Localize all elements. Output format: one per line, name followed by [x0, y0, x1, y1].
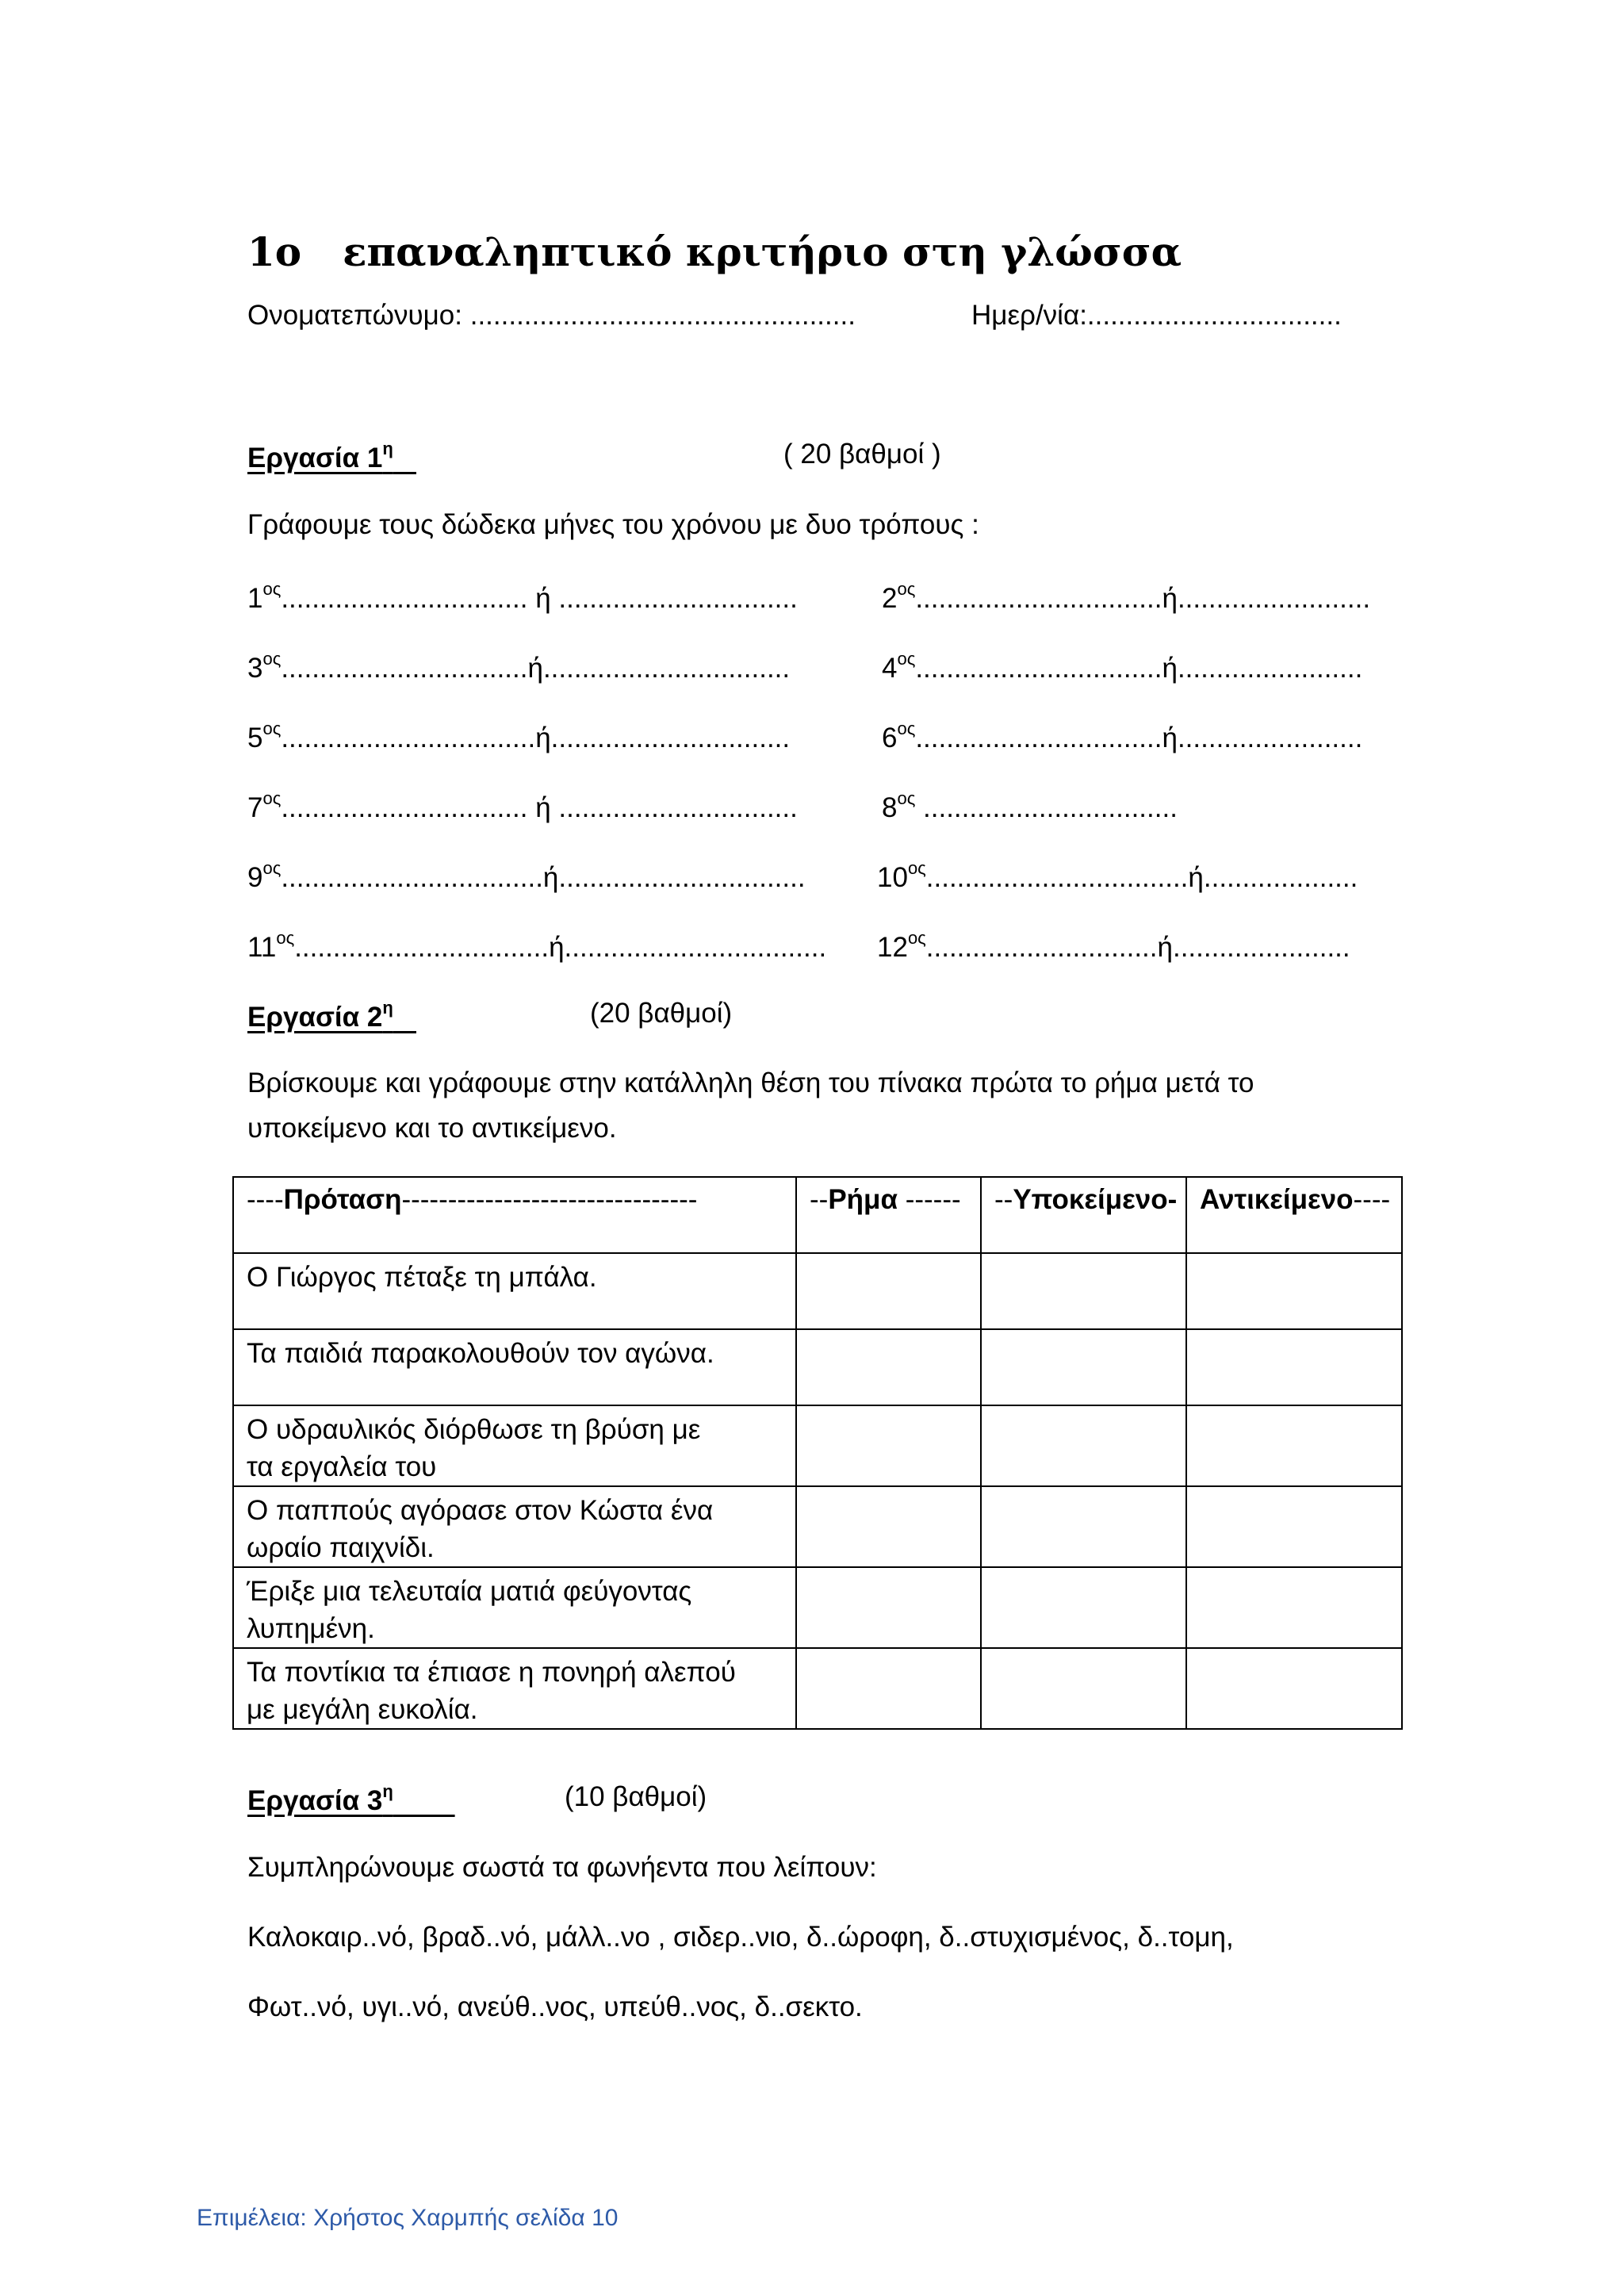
task2-points: (20 βαθμοί) [590, 998, 733, 1029]
title-number: 1ο [247, 228, 302, 275]
month-blank: ..................................ή.................... [925, 862, 1358, 893]
task1-instruction: Γράφουμε τους δώδεκα μήνες του χρόνου με δυο τρόπους : [247, 509, 979, 540]
ordinal-sup: ος [897, 719, 916, 738]
subject-answer-cell[interactable] [981, 1486, 1186, 1567]
header-sentence [233, 1177, 796, 1253]
ordinal-sup: ος [262, 579, 282, 599]
sentence-cell [233, 1329, 796, 1405]
task3-heading-text: Εργασία 3 [247, 1785, 383, 1816]
object-answer-cell[interactable] [1186, 1405, 1402, 1486]
month-line-12 [877, 928, 1350, 964]
month-line-1 [247, 579, 798, 615]
task1-points: ( 20 βαθμοί ) [783, 439, 941, 470]
header-sentence-label: Πρόταση [283, 1184, 402, 1215]
month-line-11 [247, 928, 826, 964]
object-answer-cell[interactable] [1186, 1648, 1402, 1729]
month-number: 9 [247, 862, 263, 893]
month-blank: ................................ ή ............................... [281, 583, 798, 614]
task3-words-line2: Φωτ..νό, υγι..νό, ανεύθ..νος, υπεύθ..νος, δ..σεκτο. [247, 1991, 863, 2022]
ordinal-sup: ος [897, 649, 916, 669]
task2-instruction-line2: υποκείμενο και το αντικείμενο. [247, 1113, 617, 1144]
sentence-cell [233, 1405, 796, 1486]
month-number: 12 [877, 932, 908, 963]
month-line-5 [247, 719, 790, 754]
header-dashes: ------ [897, 1184, 961, 1215]
table-header-row [233, 1177, 1402, 1253]
month-blank: ................................ή................................ [281, 653, 791, 684]
month-blank: ................................ ή ............................... [281, 792, 798, 823]
verb-answer-cell[interactable] [796, 1486, 981, 1567]
analysis-table [232, 1176, 1403, 1730]
header-dashes: -- [810, 1184, 829, 1215]
task1-heading-sup: η [382, 439, 393, 458]
subject-answer-cell[interactable] [981, 1648, 1186, 1729]
header-dashes: -------------------------------- [401, 1184, 698, 1215]
sentence-cell [233, 1648, 796, 1729]
sentence-line: Έριξε μια τελευταία ματιά φεύγοντας [247, 1576, 692, 1607]
sentence-cell [233, 1486, 796, 1567]
sentence-line: Ο υδραυλικός διόρθωσε τη βρύση με [247, 1414, 701, 1445]
header-subject-label: Υποκείμενο- [1013, 1184, 1178, 1215]
month-blank: .................................ή.................................. [294, 932, 827, 963]
verb-answer-cell[interactable] [796, 1329, 981, 1405]
page-title [247, 228, 1182, 275]
subject-answer-cell[interactable] [981, 1567, 1186, 1648]
subject-answer-cell[interactable] [981, 1405, 1186, 1486]
subject-answer-cell[interactable] [981, 1329, 1186, 1405]
header-dashes: -- [994, 1184, 1013, 1215]
sentence-line: Ο παππούς αγόρασε στον Κώστα ένα [247, 1495, 714, 1526]
month-line-10 [877, 858, 1358, 894]
task2-heading-sup: η [382, 998, 393, 1018]
sentence-line: ωραίο παιχνίδι. [247, 1532, 435, 1563]
month-number: 1 [247, 583, 263, 614]
sentence-cell [233, 1253, 796, 1329]
sentence-cell [233, 1567, 796, 1648]
name-field: Ονοματεπώνυμο: .................................................. [247, 300, 856, 331]
task3-heading-sup: η [382, 1781, 393, 1801]
month-blank: ................................ή......................... [915, 583, 1371, 614]
month-line-2 [882, 579, 1370, 615]
table-row [233, 1567, 1402, 1648]
sentence-line: Τα παιδιά παρακολουθούν τον αγώνα. [247, 1338, 714, 1369]
verb-answer-cell[interactable] [796, 1567, 981, 1648]
month-number: 11 [247, 932, 277, 963]
month-number: 7 [247, 792, 263, 823]
verb-answer-cell[interactable] [796, 1405, 981, 1486]
month-number: 6 [882, 723, 898, 753]
month-number: 5 [247, 723, 263, 753]
subject-answer-cell[interactable] [981, 1253, 1186, 1329]
header-verb [796, 1177, 981, 1253]
ordinal-sup: ος [276, 928, 295, 948]
task1-heading [247, 439, 416, 474]
month-number: 8 [882, 792, 898, 823]
header-object [1186, 1177, 1402, 1253]
table-row [233, 1329, 1402, 1405]
ordinal-sup: ος [897, 579, 916, 599]
header-dashes: ---- [1353, 1184, 1391, 1215]
table-row [233, 1253, 1402, 1329]
object-answer-cell[interactable] [1186, 1486, 1402, 1567]
month-blank: ................................ή........................ [915, 653, 1363, 684]
sentence-line: με μεγάλη ευκολία. [247, 1694, 478, 1725]
month-line-8 [882, 788, 1178, 824]
verb-answer-cell[interactable] [796, 1253, 981, 1329]
ordinal-sup: ος [907, 928, 926, 948]
table-row [233, 1648, 1402, 1729]
task2-instruction-line1: Βρίσκουμε και γράφουμε στην κατάλληλη θέση του πίνακα πρώτα το ρήμα μετά το [247, 1068, 1254, 1098]
month-blank: ................................. [915, 792, 1178, 823]
month-line-7 [247, 788, 798, 824]
month-number: 3 [247, 653, 263, 684]
ordinal-sup: ος [262, 649, 282, 669]
ordinal-sup: ος [262, 719, 282, 738]
month-blank: ................................ή........................ [915, 723, 1363, 753]
ordinal-sup: ος [262, 788, 282, 808]
sentence-line: Τα ποντίκια τα έπιασε η πονηρή αλεπού [247, 1657, 736, 1688]
month-line-3 [247, 649, 790, 684]
ordinal-sup: ος [907, 858, 926, 878]
object-answer-cell[interactable] [1186, 1567, 1402, 1648]
header-verb-label: Ρήμα [828, 1184, 898, 1215]
ordinal-sup: ος [897, 788, 916, 808]
verb-answer-cell[interactable] [796, 1648, 981, 1729]
month-line-6 [882, 719, 1362, 754]
object-answer-cell[interactable] [1186, 1329, 1402, 1405]
task3-instruction: Συμπληρώνουμε σωστά τα φωνήεντα που λείπουν: [247, 1852, 877, 1883]
table-row [233, 1405, 1402, 1486]
month-blank: ..................................ή................................ [281, 862, 806, 893]
header-dashes: ---- [247, 1184, 284, 1215]
month-blank: .................................ή............................... [281, 723, 791, 753]
object-answer-cell[interactable] [1186, 1253, 1402, 1329]
sentence-line: λυπημένη. [247, 1613, 375, 1644]
task3-words-line1: Καλοκαιρ..νό, βραδ..νό, μάλλ..νο , σιδερ..νιο, δ..ώροφη, δ..στυχισμένος, δ..τομη, [247, 1922, 1234, 1953]
task2-heading-text: Εργασία 2 [247, 1002, 383, 1033]
date-field: Ημερ/νία:................................. [971, 300, 1342, 331]
table-row [233, 1486, 1402, 1567]
month-blank: ..............................ή....................... [925, 932, 1350, 963]
month-number: 10 [877, 862, 908, 893]
page-footer: Επιμέλεια: Χρήστος Χαρμπής σελίδα 10 [197, 2205, 619, 2231]
sentence-line: τα εργαλεία του [247, 1451, 437, 1482]
month-number: 4 [882, 653, 898, 684]
month-number: 2 [882, 583, 898, 614]
month-line-4 [882, 649, 1362, 684]
task3-points: (10 βαθμοί) [565, 1781, 707, 1812]
task2-heading [247, 998, 416, 1033]
month-line-9 [247, 858, 806, 894]
sentence-line: Ο Γιώργος πέταξε τη μπάλα. [247, 1262, 597, 1293]
task3-heading [247, 1781, 455, 1817]
header-subject [981, 1177, 1186, 1253]
header-object-label: Αντικείμενο [1200, 1184, 1354, 1215]
ordinal-sup: ος [262, 858, 282, 878]
title-text: επαναληπτικό κριτήριο στη γλώσσα [343, 228, 1182, 275]
task1-heading-text: Εργασία 1 [247, 443, 383, 473]
